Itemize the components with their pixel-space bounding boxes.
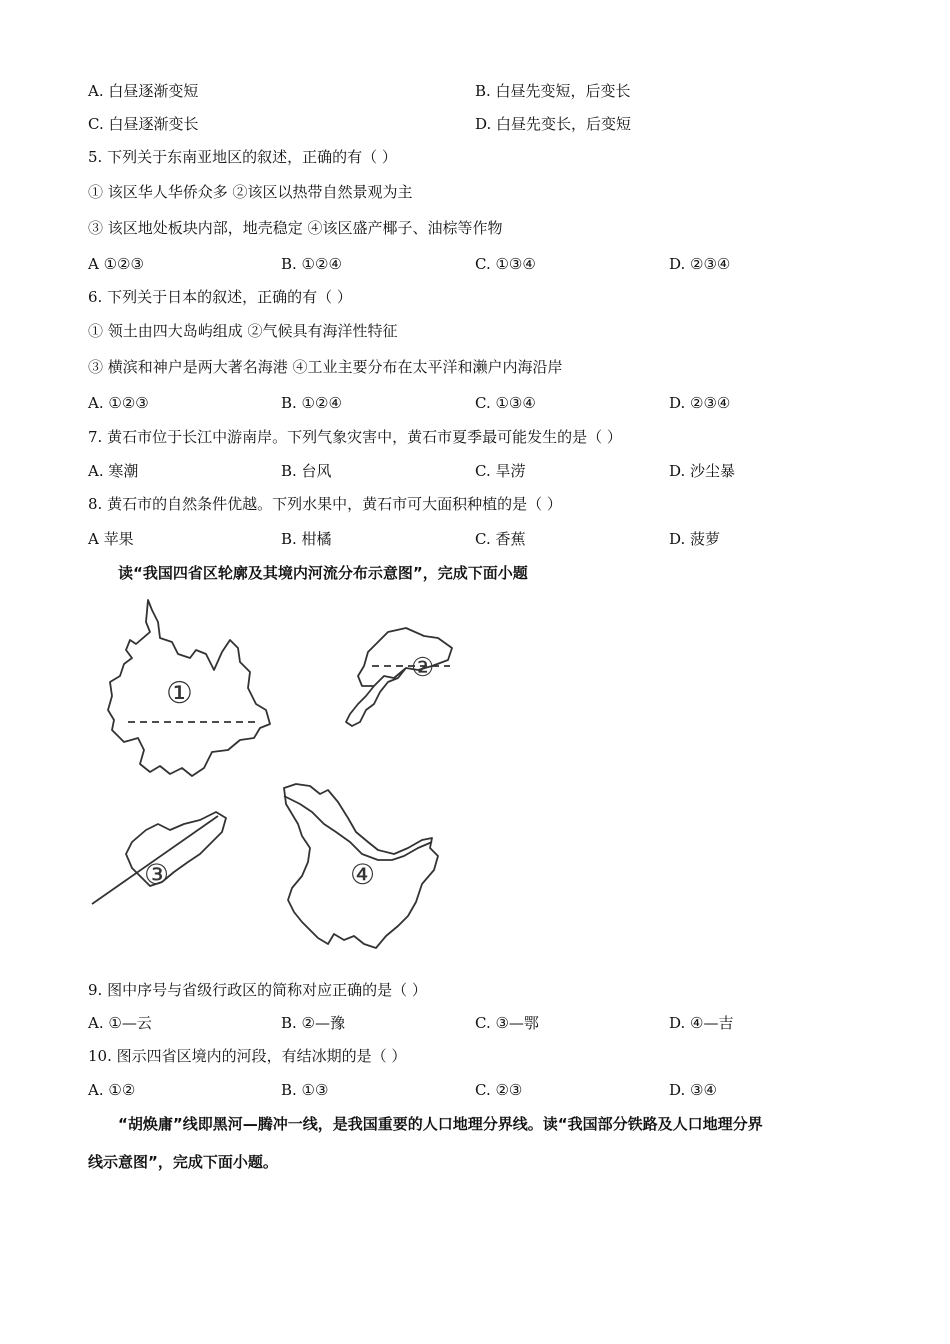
q7-option-d: D. 沙尘暴	[669, 462, 736, 480]
q6-option-c: C. ①③④	[475, 394, 536, 412]
q6-items-line2: ③ 横滨和神户是两大著名海港 ④工业主要分布在太平洋和濑户内海沿岸	[88, 358, 563, 376]
q5-option-a: A ①②③	[88, 255, 144, 273]
province-outline-3	[126, 812, 226, 886]
q5-option-c: C. ①③④	[475, 255, 536, 273]
q4-option-c: C. 白昼逐渐变长	[88, 115, 199, 133]
province-outline-2	[346, 628, 452, 726]
q6-items-line1: ① 领土由四大岛屿组成 ②气候具有海洋性特征	[88, 322, 398, 340]
q6-option-b: B. ①②④	[281, 394, 342, 412]
q4-option-a: A. 白昼逐渐变短	[88, 82, 199, 100]
q5-option-b: B. ①②④	[281, 255, 342, 273]
q10-stem: 10. 图示四省区境内的河段，有结冰期的是（ ）	[88, 1047, 407, 1065]
q5-option-d: D. ②③④	[669, 255, 731, 273]
q10-option-d: D. ③④	[669, 1081, 717, 1099]
q7-option-c: C. 旱涝	[475, 462, 526, 480]
q6-stem: 6. 下列关于日本的叙述，正确的有（ ）	[88, 288, 352, 306]
q6-option-a: A. ①②③	[88, 394, 149, 412]
q4-option-d: D. 白昼先变长，后变短	[475, 115, 632, 133]
q8-option-c: C. 香蕉	[475, 530, 526, 548]
q10-option-a: A. ①②	[88, 1081, 136, 1099]
four-provinces-outline-map	[88, 592, 498, 962]
q8-option-b: B. 柑橘	[281, 530, 332, 548]
river-line-4	[284, 796, 432, 860]
hu-line-intro-line2: 线示意图”，完成下面小题。	[88, 1153, 278, 1171]
q8-option-a: A 苹果	[88, 530, 134, 548]
q9-option-a: A. ①—云	[88, 1014, 152, 1032]
q5-items-line1: ① 该区华人华侨众多 ②该区以热带自然景观为主	[88, 183, 413, 201]
province-label-2: ②	[411, 653, 435, 683]
hu-line-intro-line1: “胡焕庸”线即黑河—腾冲一线，是我国重要的人口地理分界线。读“我国部分铁路及人口地理分界	[118, 1115, 763, 1133]
province-label-4: ④	[350, 858, 376, 891]
province-label-3: ③	[144, 858, 170, 891]
q5-stem: 5. 下列关于东南亚地区的叙述，正确的有（ ）	[88, 148, 397, 166]
q10-option-c: C. ②③	[475, 1081, 523, 1099]
q9-stem: 9. 图中序号与省级行政区的简称对应正确的是（ ）	[88, 981, 427, 999]
province-label-1: ①	[166, 676, 193, 711]
q5-items-line2: ③ 该区地处板块内部，地壳稳定 ④该区盛产椰子、油棕等作物	[88, 219, 503, 237]
q8-option-d: D. 菠萝	[669, 530, 721, 548]
q6-option-d: D. ②③④	[669, 394, 731, 412]
province-outline-2-body	[358, 644, 376, 686]
q7-option-b: B. 台风	[281, 462, 332, 480]
q7-stem: 7. 黄石市位于长江中游南岸。下列气象灾害中，黄石市夏季最可能发生的是（ ）	[88, 428, 622, 446]
q8-stem: 8. 黄石市的自然条件优越。下列水果中，黄石市可大面积种植的是（ ）	[88, 495, 562, 513]
q9-option-d: D. ④—吉	[669, 1014, 734, 1032]
q9-option-b: B. ②—豫	[281, 1014, 346, 1032]
q4-option-b: B. 白昼先变短，后变长	[475, 82, 631, 100]
q10-option-b: B. ①③	[281, 1081, 329, 1099]
q7-option-a: A. 寒潮	[88, 462, 139, 480]
map-intro-text: 读“我国四省区轮廓及其境内河流分布示意图”，完成下面小题	[118, 564, 528, 582]
q9-option-c: C. ③—鄂	[475, 1014, 539, 1032]
